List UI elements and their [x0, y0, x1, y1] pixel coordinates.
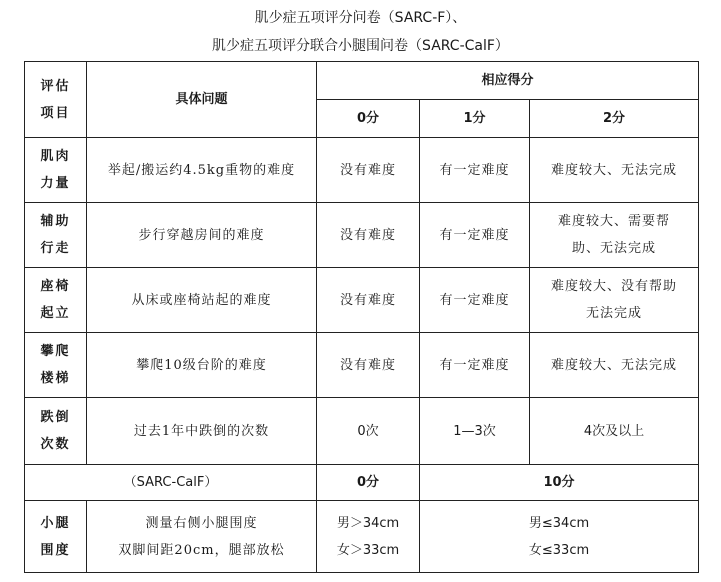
score2-line2: 助、无法完成: [572, 241, 657, 256]
item-line1: 座椅: [40, 279, 71, 294]
calf-item-line1: 小腿: [40, 515, 71, 531]
header-question-cell: 具体问题: [87, 62, 317, 138]
calf-label-cell: （SARC-CalF）: [25, 465, 317, 501]
question-cell: 攀爬10级台阶的难度: [87, 333, 317, 398]
table-row: [25, 268, 699, 333]
calf-question-cell: [87, 501, 317, 573]
question-cell: 过去1年中跌倒的次数: [87, 398, 317, 465]
score2-cell: [530, 268, 699, 333]
table-row: [25, 398, 699, 465]
score2-cell: [530, 138, 699, 203]
calf-question-line2: 双脚间距20cm，腿部放松: [118, 542, 285, 558]
header-item-line1: 评估: [40, 78, 71, 94]
header-score-cell: 相应得分: [317, 62, 699, 100]
table-row: [25, 138, 699, 203]
calf-score0-line1: 男＞34cm: [336, 515, 400, 531]
header-score2: 2分: [530, 100, 699, 138]
calf-item-line2: 围度: [40, 542, 71, 558]
header-score0: 0分: [317, 100, 420, 138]
calf-row: [25, 501, 699, 573]
score2-line1: 难度较大、无法完成: [551, 357, 678, 373]
score1-cell: 有一定难度: [420, 203, 530, 268]
score2-cell: [530, 203, 699, 268]
sarc-score-table: [24, 61, 699, 573]
score1-cell: 1—3次: [420, 398, 530, 465]
header-score1: 1分: [420, 100, 530, 138]
header-item-cell: [25, 62, 87, 138]
table-row: [25, 203, 699, 268]
calf-score10-line2: 女≤33cm: [528, 542, 590, 558]
score1-cell: 有一定难度: [420, 333, 530, 398]
item-line2: 次数: [40, 437, 71, 452]
item-line1: 攀爬: [40, 344, 71, 359]
score2-line1: 难度较大、无法完成: [551, 162, 678, 178]
calf-item-cell: [25, 501, 87, 573]
header-row-1: [25, 62, 699, 100]
item-line2: 行走: [40, 241, 71, 256]
score0-cell: 没有难度: [317, 138, 420, 203]
document-title-line2: 肌少症五项评分联合小腿围问卷（SARC-CalF）: [212, 38, 509, 54]
score0-cell: 没有难度: [317, 268, 420, 333]
item-line1: 辅助: [40, 214, 71, 229]
document-title-line1: 肌少症五项评分问卷（SARC-F）、: [254, 10, 467, 26]
item-cell: [25, 203, 87, 268]
calf-score10-header: 10分: [420, 465, 699, 501]
score2-line1: 难度较大、需要帮: [558, 214, 671, 229]
item-cell: [25, 268, 87, 333]
score0-cell: 0次: [317, 398, 420, 465]
item-cell: [25, 138, 87, 203]
calf-score0-line2: 女＞33cm: [336, 542, 400, 558]
question-cell: 步行穿越房间的难度: [87, 203, 317, 268]
calf-score10-line1: 男≤34cm: [528, 515, 590, 531]
calf-score10-cell: [420, 501, 699, 573]
item-line1: 肌肉: [40, 149, 71, 164]
item-line1: 跌倒: [40, 410, 71, 425]
item-line2: 楼梯: [40, 371, 71, 386]
calf-score0-header: 0分: [317, 465, 420, 501]
item-line2: 力量: [40, 176, 71, 191]
score1-cell: 有一定难度: [420, 268, 530, 333]
question-cell: 从床或座椅站起的难度: [87, 268, 317, 333]
item-cell: [25, 333, 87, 398]
table-row: [25, 333, 699, 398]
score0-cell: 没有难度: [317, 333, 420, 398]
score2-line2: 无法完成: [586, 306, 643, 321]
score0-cell: 没有难度: [317, 203, 420, 268]
score2-line1: 难度较大、没有帮助: [551, 279, 678, 294]
score2-cell: [530, 333, 699, 398]
question-cell: 举起/搬运约4.5kg重物的难度: [87, 138, 317, 203]
item-line2: 起立: [40, 306, 71, 321]
score2-line1: 4次及以上: [583, 423, 645, 439]
header-item-line2: 项目: [40, 105, 71, 121]
score1-cell: 有一定难度: [420, 138, 530, 203]
calf-score0-cell: [317, 501, 420, 573]
item-cell: [25, 398, 87, 465]
calf-question-line1: 测量右侧小腿围度: [145, 515, 258, 531]
score2-cell: [530, 398, 699, 465]
calf-header-row: [25, 465, 699, 501]
